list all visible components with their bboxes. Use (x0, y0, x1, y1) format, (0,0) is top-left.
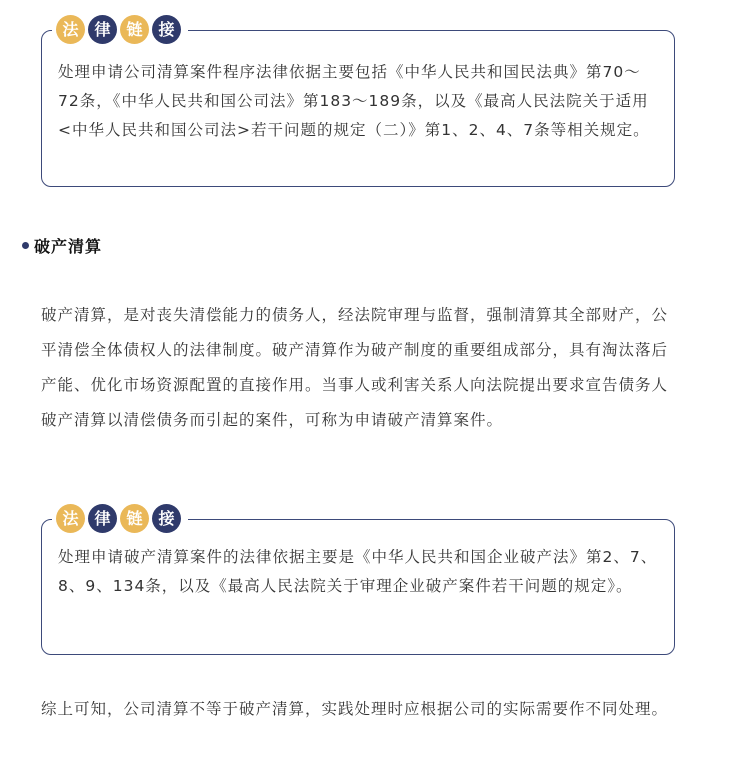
badge-lv: 律 (88, 504, 117, 533)
badge-jie: 接 (152, 15, 181, 44)
badge-lian: 链 (120, 504, 149, 533)
law-link-box-1 (41, 19, 675, 187)
law-link-badges (52, 15, 188, 44)
badge-lv: 律 (88, 15, 117, 44)
section-heading (22, 234, 102, 257)
badge-lian: 链 (120, 15, 149, 44)
paragraph-bankruptcy-definition: 破产清算，是对丧失清偿能力的债务人，经法院审理与监督，强制清算其全部财产，公平清偿全体债权人的法律制度。破产清算作为破产制度的重要组成部分，具有淘汰落后产能、优化市场资源配置的直接作用。当事人或利害关系人向法院提出要求宣告债务人破产清算以清偿债务而引起的案件，可称为申请破产清算案件。 (41, 306, 669, 429)
badge-fa: 法 (56, 15, 85, 44)
bullet-dot-icon (22, 242, 29, 249)
badge-fa: 法 (56, 504, 85, 533)
section-heading-text: 破产清算 (34, 237, 103, 256)
law-link-text-1: 处理申请公司清算案件程序法律依据主要包括《中华人民共和国民法典》第70～72条，《中华人民共和国公司法》第183～189条，以及《最高人民法院关于适用<中华人民共和国公司法>若干问题的规定（二）》第1、2、4、7条等相关规定。 (58, 63, 650, 139)
law-link-box-2 (41, 508, 675, 655)
paragraph-conclusion: 综上可知，公司清算不等于破产清算，实践处理时应根据公司的实际需要作不同处理。 (41, 700, 669, 718)
law-link-badges (52, 504, 188, 533)
law-link-text-2: 处理申请破产清算案件的法律依据主要是《中华人民共和国企业破产法》第2、7、8、9、134条，以及《最高人民法院关于审理企业破产案件若干问题的规定》。 (58, 548, 658, 595)
badge-jie: 接 (152, 504, 181, 533)
